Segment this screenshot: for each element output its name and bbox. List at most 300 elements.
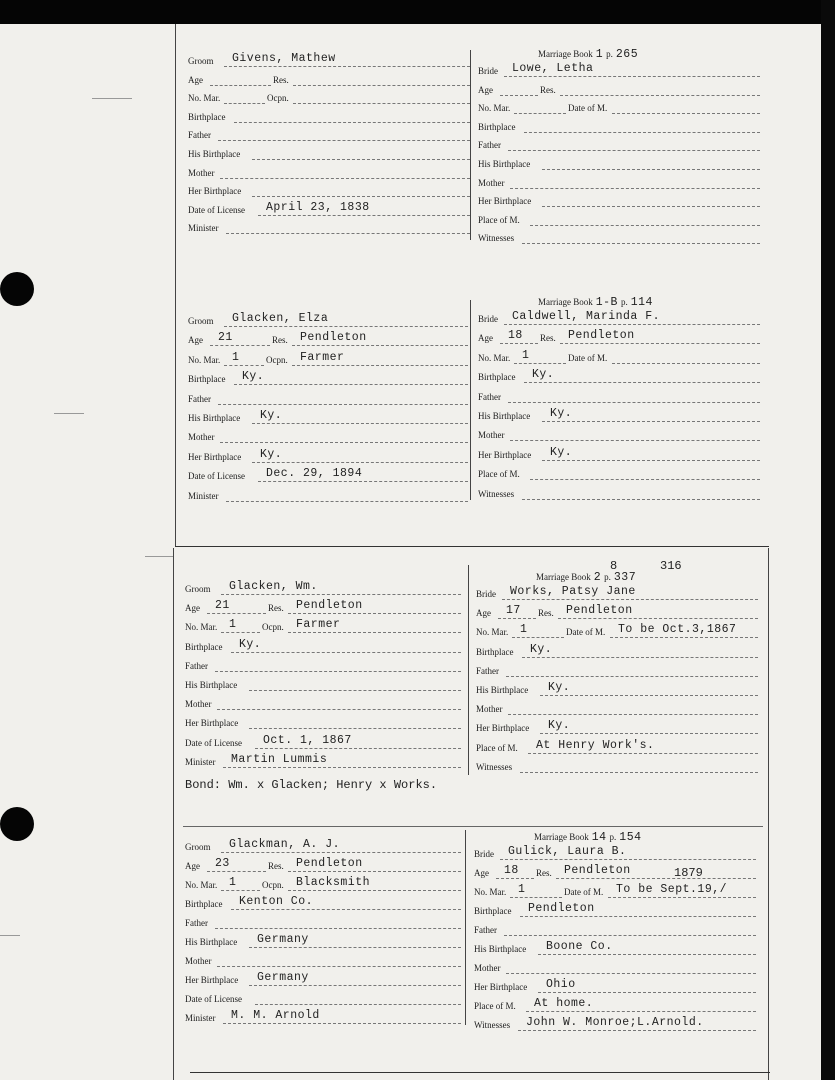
bride-row <box>476 604 758 622</box>
bride-place-of-m-value: At Henry Work's. <box>536 738 655 752</box>
bride-res-label: Res. <box>540 84 556 95</box>
bride-father-label: Father <box>478 391 501 402</box>
groom-field-line <box>252 159 470 160</box>
scan-mark <box>54 413 84 414</box>
bride-res-value: Pendleton <box>564 864 631 877</box>
bride-birthplace-label: Birthplace <box>478 121 516 132</box>
groom-age-label: Age <box>188 74 203 85</box>
bride-place-of-m-label: Place of M. <box>478 469 520 480</box>
groom-field-line <box>252 196 470 197</box>
groom-ocpn-label: Ocpn. <box>266 354 288 365</box>
groom-field-line <box>252 462 468 463</box>
groom-mother-label: Mother <box>188 167 215 178</box>
bride-age-value: 17 <box>506 604 521 618</box>
groom-his-birthplace-value: Ky. <box>260 409 283 422</box>
groom-row <box>188 448 468 466</box>
groom-row <box>185 952 461 970</box>
groom-row <box>185 895 461 913</box>
bride-field-line <box>542 421 760 422</box>
bride-row <box>476 662 758 680</box>
marriage-book-label: Marriage Book <box>538 49 593 59</box>
groom-field-line <box>221 890 260 891</box>
bride-row <box>478 485 760 503</box>
groom-her-birthplace-label: Her Birthplace <box>185 718 239 729</box>
groom-res-value: Pendleton <box>296 857 363 870</box>
groom-row <box>185 753 461 771</box>
bride-row <box>478 349 760 367</box>
groom-row <box>188 370 468 388</box>
groom-her-birthplace-label: Her Birthplace <box>188 451 242 462</box>
groom-row <box>188 312 468 330</box>
card-left-edge <box>175 24 176 546</box>
marriage-book-number: 1-B <box>595 296 618 309</box>
bride-age-value: 18 <box>508 329 523 343</box>
marriage-book-number-correction: 8 <box>610 559 618 573</box>
bride-row <box>478 229 760 247</box>
bride-birthplace-label: Birthplace <box>478 372 516 383</box>
bride-age-label: Age <box>476 608 491 619</box>
record-column-separator <box>468 565 469 775</box>
bride-row <box>476 719 758 737</box>
bride-field-line <box>524 382 760 383</box>
groom-minister-value: M. M. Arnold <box>231 1009 320 1022</box>
groom-age-label: Age <box>185 861 200 871</box>
bride-row <box>478 446 760 464</box>
bride-her-birthplace-value: Ky. <box>548 719 571 733</box>
groom-birthplace-label: Birthplace <box>185 899 223 909</box>
groom-field-line <box>220 178 470 179</box>
groom-row <box>188 390 468 408</box>
bride-field-line <box>508 714 758 715</box>
bride-row <box>478 155 760 173</box>
groom-field-line <box>217 709 461 710</box>
groom-groom-label: Groom <box>185 584 211 594</box>
bride-field-line <box>510 440 760 441</box>
groom-his-birthplace-label: His Birthplace <box>185 937 238 947</box>
groom-field-line <box>249 728 461 729</box>
groom-field-line <box>218 404 468 405</box>
groom-row <box>188 71 470 89</box>
bride-field-line <box>612 113 760 114</box>
groom-name-value: Glacken, Elza <box>232 312 329 325</box>
groom-mother-label: Mother <box>185 956 212 966</box>
bride-his-birthplace-label: His Birthplace <box>476 685 529 695</box>
bride-father-label: Father <box>478 140 501 151</box>
bride-witnesses-label: Witnesses <box>478 488 515 499</box>
bride-res-label: Res. <box>538 608 554 619</box>
groom-groom-label: Groom <box>185 842 211 852</box>
groom-row <box>185 1009 461 1027</box>
bride-field-line <box>612 363 760 364</box>
groom-row <box>188 52 470 70</box>
scan-mark <box>145 556 173 557</box>
bride-row <box>476 585 758 603</box>
bride-his-birthplace-value: Boone Co. <box>546 940 613 953</box>
groom-field-line <box>252 423 468 424</box>
bride-date-of-m-value: To be Sept.19,/ <box>616 883 728 896</box>
page-number: 154 <box>619 831 642 844</box>
bride-row <box>478 310 760 328</box>
bride-field-line <box>530 225 760 226</box>
bride-row <box>478 407 760 425</box>
bride-her-birthplace-label: Her Birthplace <box>478 196 532 207</box>
groom-field-line <box>218 140 470 141</box>
groom-age-label: Age <box>185 603 200 614</box>
groom-row <box>185 599 461 617</box>
bride-age-value: 18 <box>504 864 519 877</box>
bride-his-birthplace-value: Ky. <box>548 681 571 694</box>
bride-his-birthplace-value: Ky. <box>550 407 573 420</box>
groom-minister-label: Minister <box>188 490 219 501</box>
page-label: p. <box>609 832 617 842</box>
bride-mother-label: Mother <box>478 430 505 441</box>
bride-witnesses-label: Witnesses <box>476 761 513 772</box>
groom-row <box>188 89 470 107</box>
bride-row <box>474 864 756 882</box>
bride-her-birthplace-label: Her Birthplace <box>476 723 530 734</box>
bride-row <box>478 192 760 210</box>
groom-date-of-license-value: April 23, 1838 <box>266 200 370 214</box>
groom-mother-label: Mother <box>188 432 215 443</box>
bride-res-label: Res. <box>540 333 556 344</box>
bride-row <box>478 62 760 80</box>
bride-row <box>474 1016 756 1034</box>
marriage-book-number: 14 <box>591 831 607 844</box>
bride-no-mar-value: 1 <box>518 883 526 896</box>
groom-field-line <box>231 652 461 653</box>
bride-witnesses-label: Witnesses <box>474 1020 511 1030</box>
bride-her-birthplace-label: Her Birthplace <box>474 982 528 992</box>
groom-ocpn-label: Ocpn. <box>262 880 284 890</box>
bride-field-line <box>510 188 760 189</box>
groom-date-of-license-value: Dec. 29, 1894 <box>266 467 363 481</box>
groom-row <box>185 971 461 989</box>
page-number-correction: 316 <box>660 559 682 573</box>
bride-field-line <box>522 499 760 500</box>
record-column-separator <box>465 830 466 1025</box>
bride-row <box>474 921 756 939</box>
groom-row <box>185 838 461 856</box>
groom-her-birthplace-label: Her Birthplace <box>185 975 239 985</box>
bride-row <box>474 959 756 977</box>
bride-field-line <box>542 460 760 461</box>
groom-row <box>185 676 461 694</box>
groom-row <box>185 657 461 675</box>
page-number: 114 <box>630 296 653 309</box>
scan-mark <box>0 935 20 936</box>
bride-name-value: Gulick, Laura B. <box>508 845 627 858</box>
bride-age-label: Age <box>478 84 493 95</box>
groom-his-birthplace-label: His Birthplace <box>185 680 238 690</box>
groom-no-mar-label: No. Mar. <box>188 354 221 365</box>
groom-field-line <box>220 442 468 443</box>
card-left-edge <box>173 548 174 1080</box>
bride-row <box>478 174 760 192</box>
page-label: p. <box>606 49 613 59</box>
bride-field-line <box>540 733 758 734</box>
groom-row <box>188 409 468 427</box>
scan-top-border <box>0 0 835 24</box>
groom-res-value: Pendleton <box>296 599 363 613</box>
bride-field-line <box>500 95 538 96</box>
groom-ocpn-label: Ocpn. <box>262 622 284 633</box>
bride-field-line <box>520 772 758 773</box>
groom-res-label: Res. <box>272 335 288 346</box>
groom-field-line <box>249 690 461 691</box>
groom-father-label: Father <box>185 660 208 671</box>
bride-field-line <box>560 95 760 96</box>
groom-date-of-license-label: Date of License <box>185 737 242 748</box>
bride-row <box>474 845 756 863</box>
groom-age-value: 21 <box>218 331 233 345</box>
marriage-book-label: Marriage Book <box>536 572 591 582</box>
groom-res-value: Pendleton <box>300 331 367 345</box>
bride-row <box>478 211 760 229</box>
groom-field-line <box>293 85 470 86</box>
groom-birthplace-value: Ky. <box>239 637 262 651</box>
groom-row <box>188 201 470 219</box>
groom-birthplace-label: Birthplace <box>188 111 226 122</box>
bride-date-of-m-label: Date of M. <box>568 103 608 114</box>
bride-row <box>474 978 756 996</box>
groom-birthplace-value: Kenton Co. <box>239 895 314 908</box>
groom-row <box>185 734 461 752</box>
groom-no-mar-label: No. Mar. <box>185 880 218 890</box>
bride-field-line <box>542 206 760 207</box>
bride-row <box>474 997 756 1015</box>
groom-field-line <box>215 928 461 929</box>
groom-field-line <box>217 966 461 967</box>
bride-res-value: Pendleton <box>568 329 635 343</box>
groom-row <box>188 164 470 182</box>
bride-no-mar-value: 1 <box>520 623 528 637</box>
bride-witnesses-label: Witnesses <box>478 233 515 244</box>
groom-row <box>188 351 468 369</box>
bride-witnesses-value: John W. Monroe;L.Arnold. <box>526 1016 704 1029</box>
bride-father-label: Father <box>474 925 497 935</box>
groom-minister-label: Minister <box>188 223 219 234</box>
groom-field-line <box>224 103 265 104</box>
groom-row <box>185 618 461 636</box>
bride-row <box>474 940 756 958</box>
bride-field-line <box>530 479 760 480</box>
groom-ocpn-value: Farmer <box>296 618 341 632</box>
groom-mother-label: Mother <box>185 699 212 710</box>
bride-row <box>478 368 760 386</box>
bride-place-of-m-label: Place of M. <box>474 1001 516 1011</box>
marriage-book-number: 1 <box>595 48 604 61</box>
groom-his-birthplace-label: His Birthplace <box>188 413 241 423</box>
scan-right-border <box>821 0 835 1080</box>
groom-res-label: Res. <box>268 603 284 614</box>
groom-row <box>185 933 461 951</box>
bride-res-value: Pendleton <box>566 604 633 618</box>
groom-age-label: Age <box>188 335 203 346</box>
groom-name-value: Glacken, Wm. <box>229 580 318 593</box>
groom-no-mar-label: No. Mar. <box>185 622 218 633</box>
groom-date-of-license-value: Oct. 1, 1867 <box>263 733 352 747</box>
groom-minister-label: Minister <box>185 756 216 767</box>
groom-age-value: 21 <box>215 599 230 613</box>
bride-date-of-m-value: To be Oct.3,1867 <box>618 623 737 637</box>
groom-father-label: Father <box>185 918 208 928</box>
bride-field-line <box>540 695 758 696</box>
groom-age-value: 23 <box>215 857 230 870</box>
groom-row <box>188 182 470 200</box>
bride-date-of-m-label: Date of M. <box>564 887 604 897</box>
bride-name-value: Lowe, Letha <box>512 62 594 75</box>
groom-her-birthplace-value: Ky. <box>260 447 283 461</box>
bride-res-year: 1879 <box>674 866 703 880</box>
bride-place-of-m-label: Place of M. <box>478 214 520 225</box>
groom-field-line <box>226 233 470 234</box>
bride-her-birthplace-value: Ky. <box>550 445 573 459</box>
groom-his-birthplace-label: His Birthplace <box>188 149 241 159</box>
record-column-separator <box>470 50 471 240</box>
card-divider <box>175 546 769 547</box>
bride-field-line <box>506 973 756 974</box>
bride-row <box>476 681 758 699</box>
bride-row <box>476 739 758 757</box>
punch-hole-bottom <box>0 807 34 841</box>
groom-groom-label: Groom <box>188 56 214 66</box>
groom-no-mar-value: 1 <box>229 618 237 632</box>
bride-bride-label: Bride <box>476 589 496 599</box>
bride-field-line <box>506 676 758 677</box>
bride-row <box>476 700 758 718</box>
groom-no-mar-label: No. Mar. <box>188 93 221 104</box>
bride-row <box>478 329 760 347</box>
groom-birthplace-label: Birthplace <box>188 374 226 385</box>
bride-no-mar-label: No. Mar. <box>476 627 509 638</box>
bride-birthplace-value: Ky. <box>530 642 553 656</box>
groom-her-birthplace-label: Her Birthplace <box>188 186 242 197</box>
groom-row <box>185 695 461 713</box>
bride-her-birthplace-label: Her Birthplace <box>478 449 532 460</box>
bride-age-label: Age <box>478 333 493 344</box>
groom-father-label: Father <box>188 393 211 404</box>
groom-field-line <box>215 671 461 672</box>
marriage-book-label: Marriage Book <box>534 832 589 842</box>
bride-her-birthplace-value: Ohio <box>546 978 576 991</box>
groom-row <box>188 145 470 163</box>
bride-place-of-m-value: At home. <box>534 997 594 1010</box>
bride-birthplace-label: Birthplace <box>474 906 512 916</box>
bride-birthplace-value: Ky. <box>532 368 555 382</box>
bride-his-birthplace-label: His Birthplace <box>478 159 531 169</box>
groom-row <box>188 126 470 144</box>
bride-date-of-m-label: Date of M. <box>566 627 606 638</box>
bride-row <box>474 902 756 920</box>
groom-row <box>185 714 461 732</box>
card-right-edge <box>768 548 769 1080</box>
bride-row <box>476 623 758 641</box>
groom-her-birthplace-value: Germany <box>257 971 309 984</box>
groom-row <box>188 331 468 349</box>
groom-field-line <box>226 501 468 502</box>
bride-field-line <box>522 657 758 658</box>
bride-field-line <box>504 935 756 936</box>
punch-hole-top <box>0 272 34 306</box>
groom-field-line <box>255 1004 461 1005</box>
page-label: p. <box>604 572 611 582</box>
bride-age-label: Age <box>474 868 489 878</box>
card-divider <box>190 1072 770 1073</box>
bride-res-label: Res. <box>536 868 552 878</box>
groom-no-mar-value: 1 <box>229 876 237 889</box>
groom-father-label: Father <box>188 130 211 141</box>
bride-birthplace-value: Pendleton <box>528 902 595 915</box>
bride-row <box>478 465 760 483</box>
groom-row <box>188 428 468 446</box>
bride-place-of-m-label: Place of M. <box>476 742 518 753</box>
bride-bride-label: Bride <box>474 849 494 859</box>
marriage-book-number: 2 <box>593 571 602 584</box>
bride-no-mar-value: 1 <box>522 348 530 362</box>
marriage-book-label: Marriage Book <box>538 297 593 307</box>
card-divider <box>183 826 763 827</box>
bride-row <box>478 136 760 154</box>
bride-father-label: Father <box>476 665 499 676</box>
groom-ocpn-value: Farmer <box>300 350 345 364</box>
groom-row <box>185 638 461 656</box>
groom-date-of-license-label: Date of License <box>185 994 242 1004</box>
groom-row <box>188 219 470 237</box>
groom-ocpn-label: Ocpn. <box>267 93 289 104</box>
bride-field-line <box>508 402 760 403</box>
groom-date-of-license-label: Date of License <box>188 204 245 215</box>
groom-row <box>185 914 461 932</box>
groom-res-label: Res. <box>273 74 289 85</box>
bride-his-birthplace-label: His Birthplace <box>478 411 531 421</box>
groom-name-value: Glackman, A. J. <box>229 838 341 851</box>
bride-row <box>476 643 758 661</box>
groom-his-birthplace-value: Germany <box>257 933 309 946</box>
groom-field-line <box>224 365 264 366</box>
bride-row <box>474 883 756 901</box>
groom-ocpn-value: Blacksmith <box>296 876 371 889</box>
groom-row <box>188 487 468 505</box>
record-column-separator <box>470 300 471 500</box>
groom-name-value: Givens, Mathew <box>232 52 336 65</box>
groom-groom-label: Groom <box>188 316 214 326</box>
groom-row <box>188 108 470 126</box>
groom-field-line <box>234 122 470 123</box>
page-label: p. <box>620 297 628 307</box>
page-number: 265 <box>615 48 639 61</box>
groom-row <box>185 990 461 1008</box>
scan-mark <box>92 98 132 99</box>
groom-row <box>185 857 461 875</box>
bride-no-mar-label: No. Mar. <box>478 352 511 363</box>
groom-no-mar-value: 1 <box>232 350 240 364</box>
bride-mother-label: Mother <box>476 704 503 715</box>
bride-bride-label: Bride <box>478 66 498 76</box>
bride-name-value: Works, Patsy Jane <box>510 585 636 598</box>
bride-birthplace-label: Birthplace <box>476 646 514 657</box>
bride-no-mar-label: No. Mar. <box>478 103 511 114</box>
bride-mother-label: Mother <box>478 177 505 188</box>
bride-field-line <box>522 243 760 244</box>
groom-birthplace-value: Ky. <box>242 370 265 384</box>
groom-row <box>185 580 461 598</box>
bride-no-mar-label: No. Mar. <box>474 887 507 897</box>
bride-field-line <box>508 150 760 151</box>
groom-birthplace-label: Birthplace <box>185 641 223 652</box>
groom-date-of-license-label: Date of License <box>188 471 245 482</box>
bride-field-line <box>524 132 760 133</box>
groom-field-line <box>210 85 271 86</box>
